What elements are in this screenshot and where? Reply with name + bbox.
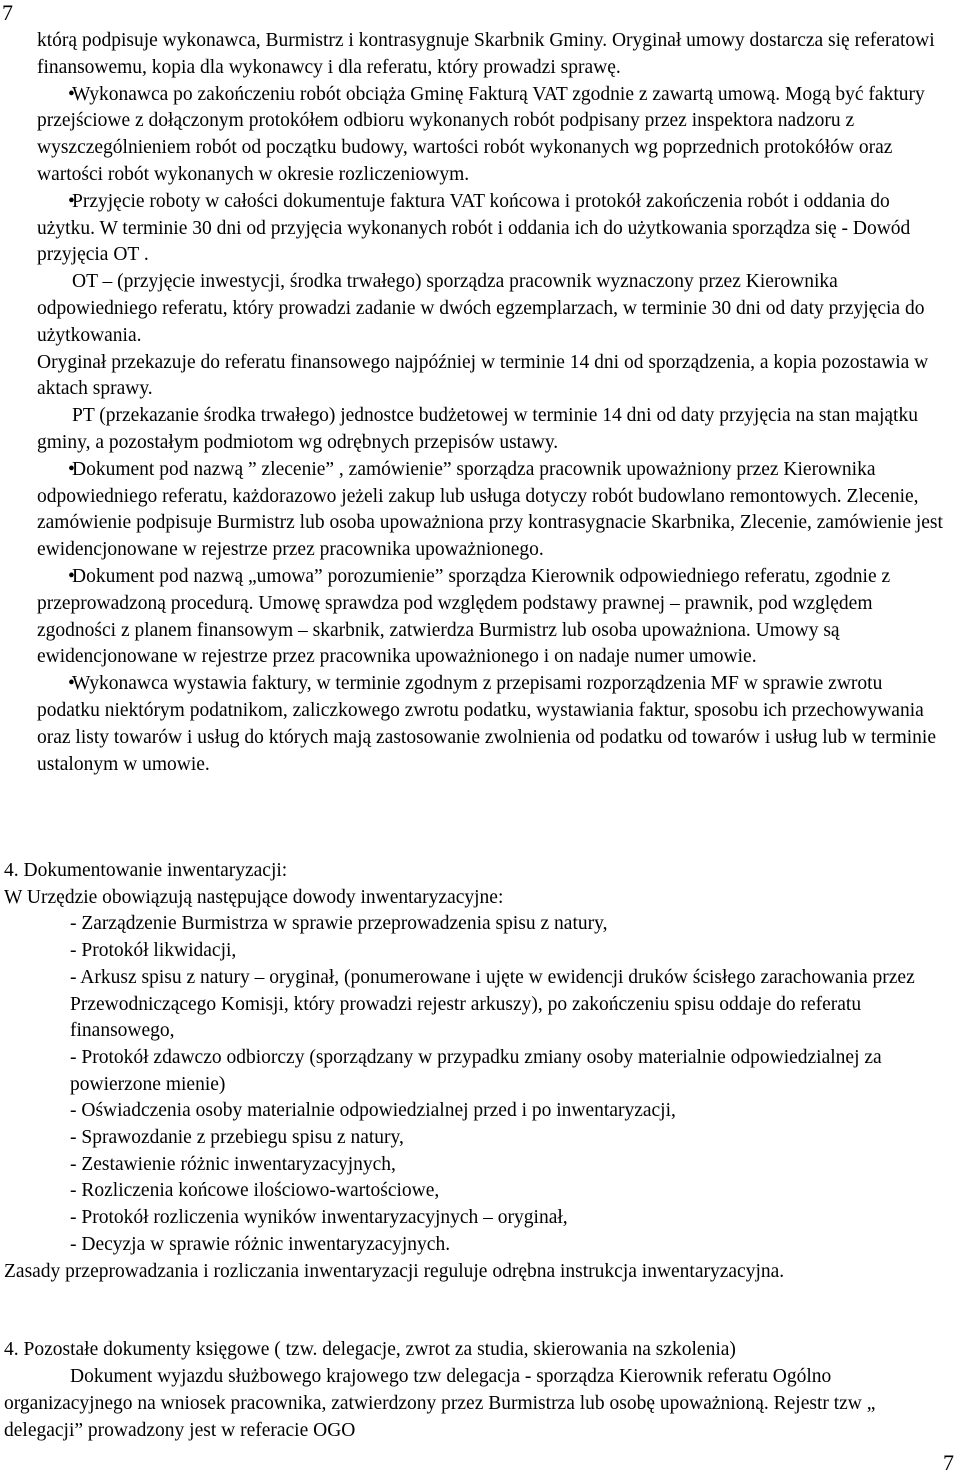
- paragraph-ot: OT – (przyjęcie inwestycji, środka trwałego) sporządza pracownik wyznaczony przez Kierownika odpowiedniego referatu, który prowadzi zadanie w dwóch egzemplarzach, w terminie 30 dni od daty przyjęcia do użytkowania.: [37, 271, 925, 346]
- list-item: - Rozliczenia końcowe ilościowo-wartościowe,: [70, 1180, 440, 1202]
- list-item: - Zestawienie różnic inwentaryzacyjnych,: [70, 1153, 396, 1175]
- bullet-invoice-vat: • Wykonawca po zakończeniu robót obciąża Gminę Fakturą VAT zgodnie z zawartą umową. Mogą być faktury przejściowe z dołączonym protokółem odbioru wykonanych robót podpisany przez inspektora nadzoru z wyszczególnieniem robót od początku budowy, wartości robót wykonanych wg poprzednich protokółów oraz wartości robót wykonanych w okresie rozliczeniowym.: [37, 82, 949, 189]
- paragraph-contract-signing: którą podpisuje wykonawca, Burmistrz i kontrasygnuje Skarbnik Gminy. Oryginał umowy dostarcza się referatowi finansowemu, kopia dla wykonawcy i dla referatu, który prowadzi sprawę.: [37, 30, 935, 78]
- bullet-contract-document: • Dokument pod nazwą „umowa” porozumienie” sporządza Kierownik odpowiedniego referatu, zgodnie z przeprowadzoną procedurą. Umowę sprawdza pod względem podstawy prawnej – prawnik, pod względem zgodności z planem finansowym – skarbnik, zatwierdza Burmistrz lub osoba upoważniona. Umowy są ewidencjonowane w rejestrze przez pracownika upoważnionego i on nadaje numer umowie.: [37, 564, 949, 671]
- section-inventory-heading: 4. Dokumentowanie inwentaryzacji:: [4, 860, 288, 881]
- page-number-bottom: 7: [943, 1450, 954, 1475]
- bullet-order-document: • Dokument pod nazwą ” zlecenie” , zamówienie” sporządza pracownik upoważniony przez Kierownika odpowiedniego referatu, każdorazowo jeżeli zakup lub usługa dotyczy robót budowlano remontowych. Zlecenie, zamówienie podpisuje Burmistrz lub osoba upoważniona przy kontrasygnacie Skarbnika, Zlecenie, zamówienie jest ewidencjonowane w rejestrze przez pracownika upoważnionego.: [37, 457, 949, 564]
- list-item: - Oświadczenia osoby materialnie odpowiedzialnej przed i po inwentaryzacji,: [70, 1100, 676, 1122]
- list-item: - Sprawozdanie z przebiegu spisu z natury,: [70, 1127, 404, 1149]
- inventory-evidence-list: [4, 911, 949, 1258]
- procedures-block: [37, 28, 949, 778]
- bullet-contractor-invoices: • Wykonawca wystawia faktury, w terminie zgodnym z przepisami rozporządzenia MF w sprawie zwrotu podatku niektórym podatnikom, zaliczkowego zwrotu podatku, wystawiania faktur, sposobu ich przechowywania oraz listy towarów i usług do których mają zastosowanie zwolnienia od podatku od towarów i usług lub w terminie ustalonym w umowie.: [37, 671, 949, 778]
- list-item: - Protokół likwidacji,: [70, 940, 237, 962]
- list-item: - Zarządzenie Burmistrza w sprawie przeprowadzenia spisu z natury,: [70, 913, 608, 935]
- list-item: - Arkusz spisu z natury – oryginał, (ponumerowane i ujęte w ewidencji druków ścisłego zarachowania przez Przewodniczącego Komisji, który prowadzi rejestr arkuszy), po zakończeniu spisu oddaje do referatu finansowego,: [70, 966, 915, 1042]
- bullet-final-acceptance: • Przyjęcie roboty w całości dokumentuje faktura VAT końcowa i protokół zakończenia robót i oddania do użytku. W terminie 30 dni od przyjęcia wykonanych robót i oddania ich do użytkowania sporządza się - Dowód przyjęcia OT .: [37, 189, 949, 269]
- list-item: - Protokół rozliczenia wyników inwentaryzacyjnych – oryginał,: [70, 1207, 568, 1229]
- paragraph-original-transfer: Oryginał przekazuje do referatu finansowego najpóźniej w terminie 14 dni od sporządzenia, a kopia pozostawia w aktach sprawy.: [37, 351, 929, 400]
- page-number-top: 7: [2, 0, 13, 25]
- section-inventory-intro: W Urzędzie obowiązują następujące dowody inwentaryzacyjne:: [4, 886, 504, 908]
- list-item: - Protokół zdawczo odbiorczy (sporządzany w przypadku zmiany osoby materialnie odpowiedzialnej za powierzone mienie): [70, 1046, 882, 1095]
- section-other-body: Dokument wyjazdu służbowego krajowego tzw delegacja - sporządza Kierownik referatu Ogólno organizacyjnego na wniosek pracownika, zatwierdzony przez Burmistrza lub osobę upoważnioną. Rejestr tzw „ delegacji” prowadzony jest w referacie OGO: [4, 1366, 876, 1441]
- section-inventory-closing: Zasady przeprowadzania i rozliczania inwentaryzacji reguluje odrębna instrukcja inwentaryzacyjna.: [4, 1260, 785, 1282]
- list-item: - Decyzja w sprawie różnic inwentaryzacyjnych.: [70, 1233, 451, 1255]
- section-other-documents: [4, 1336, 949, 1444]
- section-inventory: [4, 858, 949, 1285]
- paragraph-pt: PT (przekazanie środka trwałego) jednostce budżetowej w terminie 14 dni od daty przyjęcia na stan majątku gminy, a pozostałym podmiotom wg odrębnych przepisów ustawy.: [37, 405, 918, 453]
- section-other-heading: 4. Pozostałe dokumenty księgowe ( tzw. delegacje, zwrot za studia, skierowania na szkolenia): [4, 1339, 736, 1360]
